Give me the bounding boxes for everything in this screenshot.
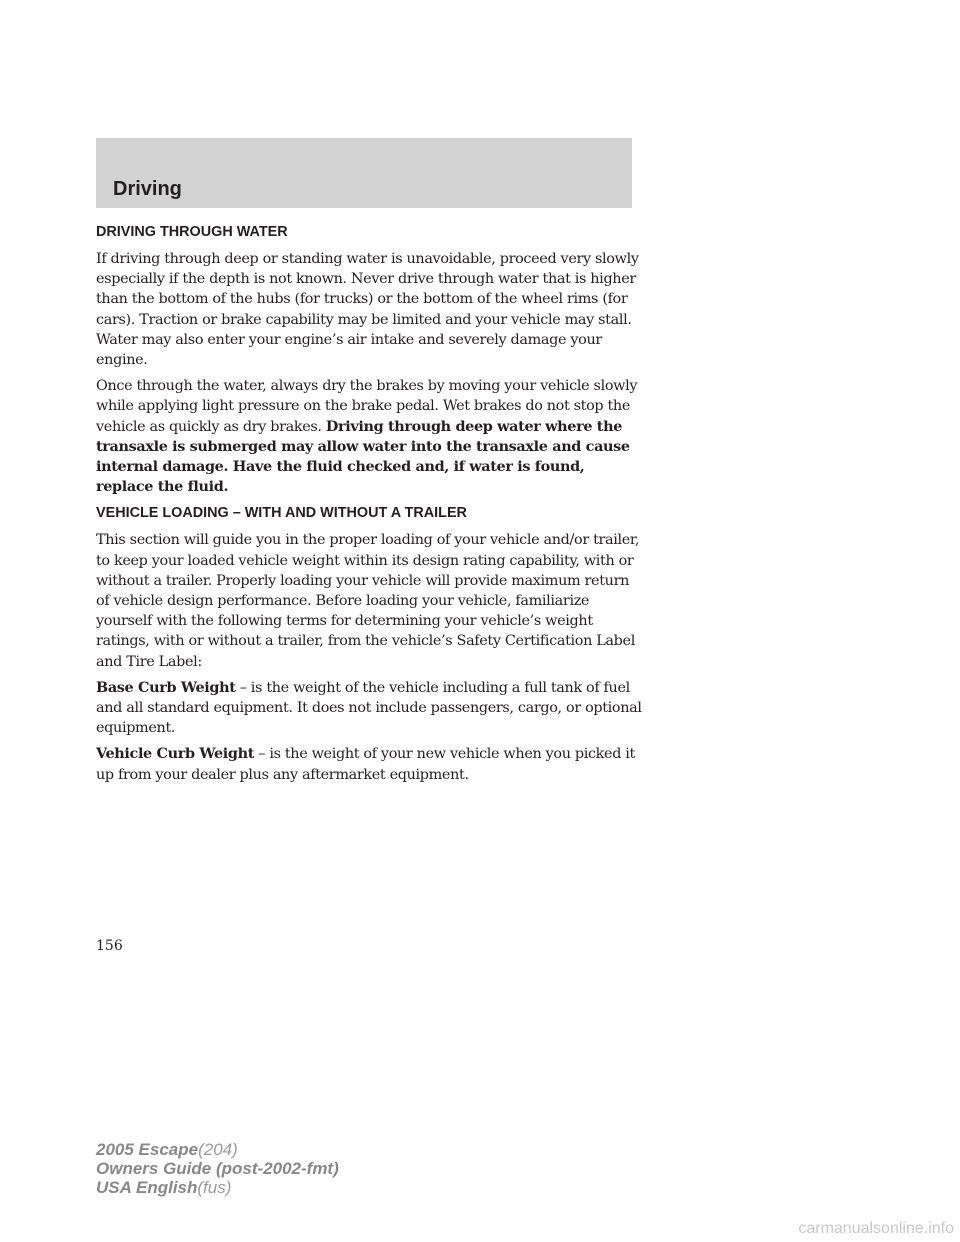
- footer-line-model: [96, 1140, 339, 1159]
- definition-base-curb-weight: [96, 678, 642, 739]
- footer-model-code: (204): [198, 1140, 238, 1159]
- transaxle-warning: Driving through deep water where the transaxle is submerged may allow water into the transaxle and cause internal damage. Have the fluid checked and, if water is found, replace the fluid.: [96, 417, 630, 496]
- paragraph-water-intro: If driving through deep or standing water is unavoidable, proceed very slowly especially if the depth is not known. Never drive through water that is higher than the bottom of the hubs (for trucks) or the bottom of the wheel rims (for cars). Traction or brake capability may be limited and your vehicle may stall. Water may also enter your engine’s air intake and severely damage your engine.: [96, 251, 639, 369]
- term-base-curb-weight: Base Curb Weight: [96, 678, 236, 696]
- footer-line-guide: [96, 1159, 339, 1178]
- desc-base-curb-weight: – is the weight of the vehicle including a full tank of fuel and all standard equipment. It does not include passengers, cargo, or optional equipment.: [96, 679, 642, 737]
- footer-guide: Owners Guide (post-2002-fmt): [96, 1159, 339, 1178]
- page-number: 156: [96, 938, 123, 954]
- heading-vehicle-loading: VEHICLE LOADING – WITH AND WITHOUT A TRAILER: [96, 505, 467, 522]
- document-footer: [96, 1140, 339, 1197]
- desc-vehicle-curb-weight: – is the weight of your new vehicle when you picked it up from your dealer plus any aftermarket equipment.: [96, 746, 635, 783]
- watermark: carmanualsonline.info: [798, 1220, 954, 1237]
- definition-vehicle-curb-weight: [96, 744, 642, 784]
- term-vehicle-curb-weight: Vehicle Curb Weight: [96, 745, 255, 763]
- footer-line-language: [96, 1178, 339, 1197]
- section-title: Driving: [113, 178, 182, 200]
- footer-language-code: (fus): [197, 1178, 232, 1197]
- heading-driving-through-water: DRIVING THROUGH WATER: [96, 224, 288, 240]
- footer-language: USA English: [96, 1178, 198, 1197]
- dry-brakes-text: Once through the water, always dry the brakes by moving your vehicle slowly while applying light pressure on the brake pedal. Wet brakes do not stop the vehicle as quickly as dry brakes.: [96, 378, 638, 435]
- paragraph-loading-intro: This section will guide you in the proper loading of your vehicle and/or trailer, to keep your loaded vehicle weight within its design rating capability, with or without a trailer. Properly loading your vehicle will provide maximum return of vehicle design performance. Before loading your vehicle, familiarize yourself with the following terms for determining your vehicle’s weight ratings, with or without a trailer, from the vehicle’s Safety Certification Label and Tire Label:: [96, 532, 640, 670]
- footer-model: 2005 Escape: [96, 1140, 199, 1159]
- section-header-band: [96, 138, 632, 208]
- page-content: [96, 222, 642, 791]
- paragraph-dry-brakes: [96, 376, 642, 497]
